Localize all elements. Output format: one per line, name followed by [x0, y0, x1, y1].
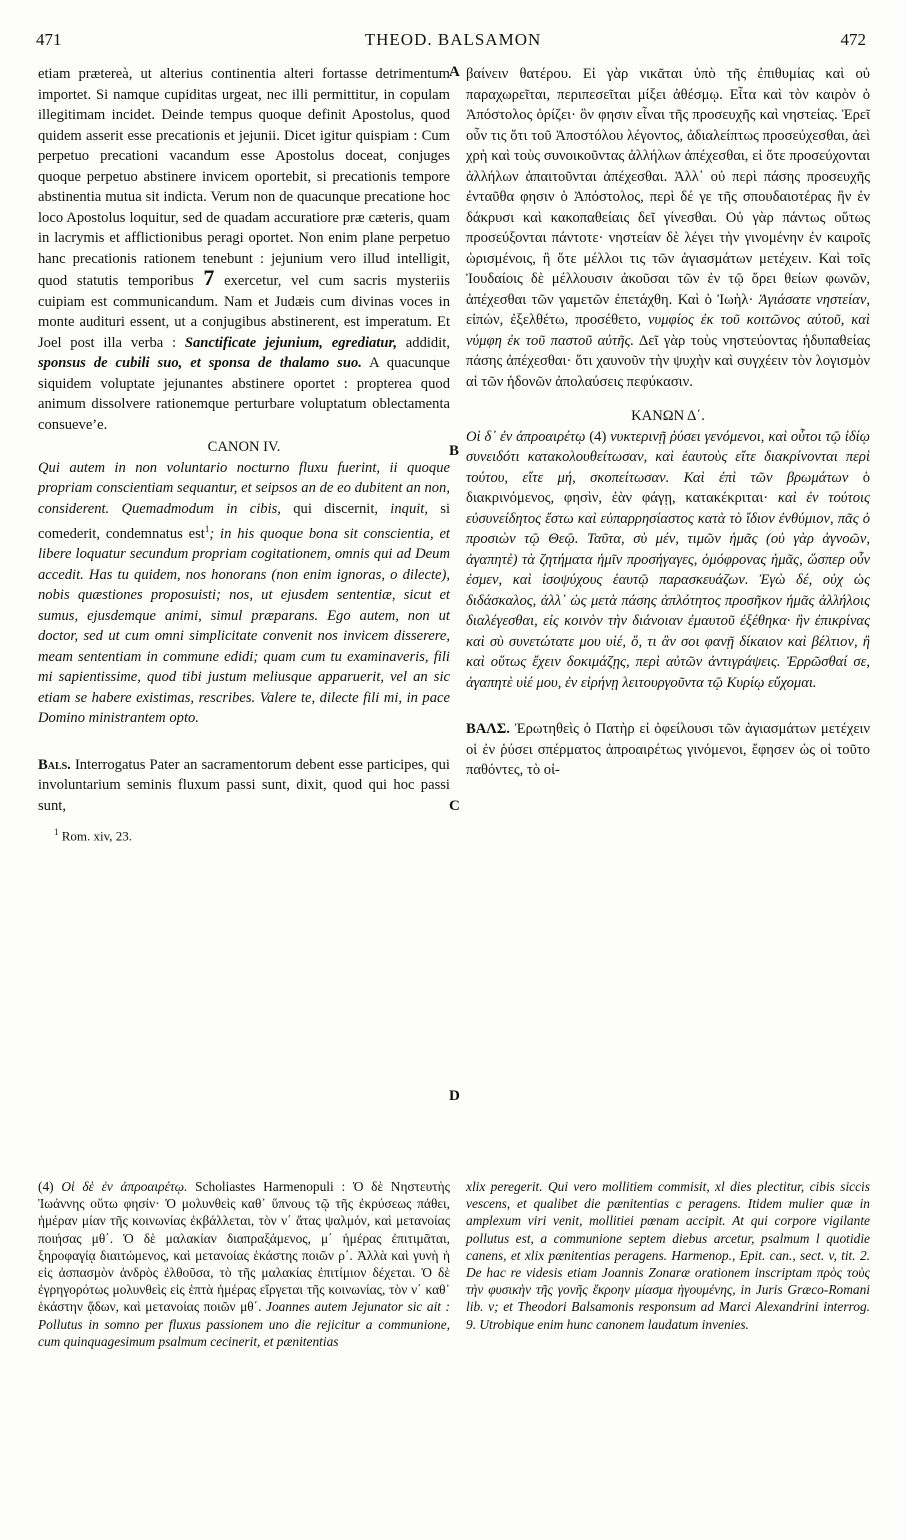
- marker-7: 7: [203, 265, 215, 290]
- footnote-left: (4) Οἱ δὲ ἐν ἀπροαιρέτῳ. Scholiastes Harmenopuli : Ὁ δὲ Νηστευτὴς Ἰωάννης οὕτω φησίν· Ὁ μολυνθεὶς καθ᾽ ὕπνους τῷ τῆς ἐκρύσεως πάθει, ἡμέραν μίαν τῆς κοινωνίας ἐκβάλλεται, τὸν ν΄ ἄτας ψαλμόν, καὶ μετανοίας ποιήσας μθ΄. Ὁ δὲ μαλακίαν διαπραξάμενος, μ΄ ἡμέρας ἐπιτιμᾶται, ξηροφαγίᾳ διαιτώμενος, καὶ μετανοίας ἑκάστης ποιῶν ρ΄. Ἀλλὰ καὶ γυνὴ ἡ εἰς ἀσπασμὸν ἀνδρὸς ἐλθοῦσα, τὸ τῆς μαλακίας ἐπιτίμιον δέχεται. Ὁ δὲ ἐγρηγορότως μολυνθεὶς εἰς ἑπτὰ ἡμέρας εἴργεται τῆς κοινωνίας, τὸν ν΄ καθ᾽ ἑκάστην ᾄδων, καὶ μετανοίας ποιῶν μθ΄. Joannes autem Jejunator sic ait : Pollutus in somno per fluxus passionem uno die rejicitur a communione, cum quinquagesimum psalmum cecinerit, et pænitentias: [38, 1179, 450, 1349]
- latin-reference: $^1$ Rom. xiv, 23.: [54, 827, 133, 844]
- page-number-left: 471: [36, 30, 62, 49]
- footnote-number: (4): [38, 1179, 54, 1194]
- margin-letter-d: D: [449, 1088, 460, 1104]
- latin-canon-title: CANON IV.: [207, 439, 281, 455]
- margin-letter-c: C: [449, 798, 460, 814]
- page-number-right: 472: [840, 30, 866, 49]
- latin-paragraph: etiam prætereà, ut alterius continentia alteri fortasse detrimentum importet. Si namque cupiditas urgeat, nec illi permittitur, in copulam illegitimam incidet. Deinde tempus quoque definit Apostolus, quod quidem asserit esse precationis et jejunii. Dicet igitur quispiam : Cum perpetuo precationi vacandum esse Apostolus doceat, conjuges quoque perpetuo abstinere invicem oportebit, si precationis tempore abstinentia mutua sit indicta. Verum non de quacunque precatione hoc loco Apostolus loquitur, sed de quadam accuratiore præ cæteris, quam in lacrymis et afflictionibus peragi oportet. Non enim plane perpetuo hanc precationis rationem tenebunt : jejunium vero illud intelligit, quod statutis temporibus 7 exercetur, vel cum sacris mysteriis cuipiam est communicandum. Nam et Judæis cum divinas voces in monte audituri essent, ut a conjugibus abstinerent, est imperatum. Et Joel post illa verba : Sanctificate jejunium, egrediatur, addidit, sponsus de cubili suo, et sponsa de thalamo suo. A quacunque siquidem voluptate jejunantes abstinere oportet : propterea quod animum dissolvere rationemque perturbare voluptatum oblectamenta consueve’e.: [38, 66, 450, 433]
- running-title: THEOD. BALSAMON: [364, 30, 542, 49]
- footnote-ref: 1: [204, 524, 210, 534]
- margin-letter-a: A: [449, 64, 460, 80]
- footnote-right: xlix peregerit. Qui vero mollitiem commisit, xl dies plectitur, cibis siccis vescens, et qualibet die pænitentias c peragens. Itidem mulier quæ in amplexum viri venit, mollitiei pœnam accipit. At qui corpore vigilante pollutus est, a communione septem diebus arcetur, psalmum l quotidie canens, et xlix pænitentias peragens. Harmenop., Epit. can., sect. v, tit. 2. De hac re videsis etiam Joannis Zonaræ orationem inscriptam πρὸς τοὺς τὴν φυσικὴν τῆς γονῆς ἔκροην μίασμα ἡγουμένης, in Juris Græco-Romani lib. v; et Theodori Balsamonis responsum ad Marci Alexandrini interrog. 9. Utrobique enim hunc canonem laudatum invenies.: [466, 1179, 870, 1332]
- footnote-lemma: Οἱ δὲ ἐν ἀπροαιρέτῳ.: [61, 1179, 188, 1194]
- margin-letter-b: B: [449, 443, 460, 459]
- greek-bals: ΒΑΛΣ. Ἐρωτηθεὶς ὁ Πατὴρ εἰ ὀφείλουσι τῶν ἁγιασμάτων μετέχειν οἱ ἐν ῥύσει σπέρματος ἀπροαιρέτως γινόμενοι, ἔφησεν ὡς οἱ τοῦτο παθόντες, τὸ οἰ-: [466, 721, 870, 778]
- latin-bals: Bals. Interrogatus Pater an sacramentorum debent esse participes, qui involuntarium seminis fluxum passi sunt, dixit, quod qui hoc passi sunt,: [38, 756, 450, 814]
- greek-bals-label: ΒΑΛΣ.: [466, 721, 510, 737]
- latin-column: [38, 64, 450, 847]
- bals-label: Bals.: [38, 756, 71, 773]
- latin-canon-text: Qui autem in non voluntario nocturno fluxu fuerint, ii quoque propriam conscientiam sequantur, et seipsos an de eo dubitent an non, considerent. Quemadmodum in cibis, qui discernit, inquit, si comederit, condemnatus est$^1$; in his quoque bona sit conscientia, et libere loquatur secundum propriam cogitationem, omnis qui ad Deum accedit. Has tu quidem, nos honorans (non enim ignoras, o dilecte), nobis quæstiones proposuisti; nos, ut ejusdem sententiæ, sicut et sumus, ejusdemque animi, simul præparans. Ego autem, non ut doctor, sed ut cum omni simplicitate convenit nos invicem disserere, meam sententiam in commune edidi; quam cum tu examinaveris, fili mi sapientissime, quod tibi justum meliusque apparuerit, vel an sic etiam se habere existimas, rescribes. Valere te, dilecte fili mi, in pace Domino ministrantem opto.: [38, 459, 450, 727]
- greek-canon-text: Οἱ δ᾽ ἐν ἀπροαιρέτῳ (4) νυκτερινῇ ῥύσει γενόμενοι, καὶ οὗτοι τῷ ἰδίῳ συνειδότι κατακολουθείτωσαν, καὶ ἑαυτοὺς εἴτε διακρίνονται περὶ τούτου, εἴτε μή, σκοπείτωσαν. Καὶ ἐπὶ τῶν βρωμάτων ὁ διακρινόμενος, φησὶν, ἐὰν φάγῃ, κατακέκριται· καὶ ἐν τούτοις εὐσυνείδητος ἔστω καὶ εὐπαρρησίαστος κατὰ τὸ ἴδιον ἐνθύμιον, πᾶς ὁ προσιὼν τῷ Θεῷ. Ταῦτα, σὺ μέν, τιμῶν ἡμᾶς (οὐ γὰρ ἀγνοῶν, ἀγαπητὲ) τὰ ζητήματα ἡμῖν προσήγαγες, ὁμόφρονας ἡμᾶς, ὥσπερ οὖν ἐσμεν, καὶ ἰσοψύχους ἑαυτῷ παρασκευάζων. Ἐγὼ δέ, οὐχ ὡς διδάσκαλος, ἀλλ᾽ ὡς μετὰ πάσης ἁπλότητος προσῆκον ἡμᾶς ἀλλήλοις διαλέγεσθαι, εἰς κοινὸν τὴν διάνοιαν ἐμαυτοῦ ἐξέθηκα· ἣν ἐπικρίνας καὶ σὺ συνετώτατε μου υἱέ, ὅ, τι ἂν σοι φανῇ δίκαιον καὶ βέλτιον, ἢ καὶ οὕτως ἔχειν δοκιμάζῃς, περὶ αὐτῶν ἀντιγράψεις. Ἐρρῶσθαί σε, ἀγαπητὲ υἱέ μου, ἐν εἰρήνῃ λειτουργοῦντα τῷ Κυρίῳ εὔχομαι.: [466, 428, 870, 691]
- greek-canon-title: ΚΑΝΩΝ Δ΄.: [631, 408, 705, 424]
- greek-column: [466, 64, 870, 781]
- running-header: [0, 22, 906, 52]
- greek-paragraph: βαίνειν θατέρου. Εἰ γὰρ νικᾶται ὑπὸ τῆς ἐπιθυμίας καὶ οὐ παραχωρεῖται, περιπεσεῖται μίξει ἀθέσμῳ. Εἶτα καὶ τὸν καιρὸν ὁ Ἀπόστολος ὁρίζει· ὃν φησιν εἶναι τῆς προσευχῆς καὶ νηστείας. Ἐρεῖ οὖν τις ὅτι τοῦ Ἀποστόλου λέγοντος, ἀδιαλείπτως προσεύχεσθαι, ἀεὶ χρὴ καὶ τοὺς συνοικοῦντας ἀλλήλων ἀπέχεσθαι, εἰ ὅτε προσεύχονται ἀλλήλων ἀπαιτοῦνται ἀπέχεσθαι. Ἀλλ᾽ οὐ περὶ πάσης προσευχῆς ἐνταῦθα φησιν ὁ Ἀπόστολος, περὶ δέ γε τῆς σπουδαιοτέρας ἣν ἐν δάκρυσι καὶ κακοπαθείαις δεῖ γίνεσθαι. Οὐ γὰρ πάντως οὕτως προσεύξονται πάντοτε· νηστείαν δὲ λέγει τὴν γινομένην ἐν καιροῖς ὡρισμένοις, ἢ ὅτε μέλλοι τις τῶν ἁγιασμάτων μετέχειν. Καὶ τοῖς Ἰουδαίοις δὲ μέλλουσιν ἀκοῦσαι τῶν ἐν τῷ ὄρει θείων φωνῶν, ἀπέχεσθαι τῶν γαμετῶν ἐπετάχθη. Καὶ ὁ Ἰωὴλ· Ἁγιάσατε νηστείαν, εἰπών, ἐξελθέτω, προσέθετο, νυμφίος ἐκ τοῦ κοιτῶνος αὐτοῦ, καὶ νύμφη ἐκ τοῦ παστοῦ αὐτῆς. Δεῖ γὰρ τοὺς νηστεύοντας ἡδυπαθείας πάσης ἀπέχεσθαι· ὅτι χαυνοῦν τὴν ψυχὴν καὶ συγχέειν τὸν λογισμὸν αἱ τῶν ἡδονῶν ἀπολαύσεις πεφύκασιν.: [466, 66, 871, 390]
